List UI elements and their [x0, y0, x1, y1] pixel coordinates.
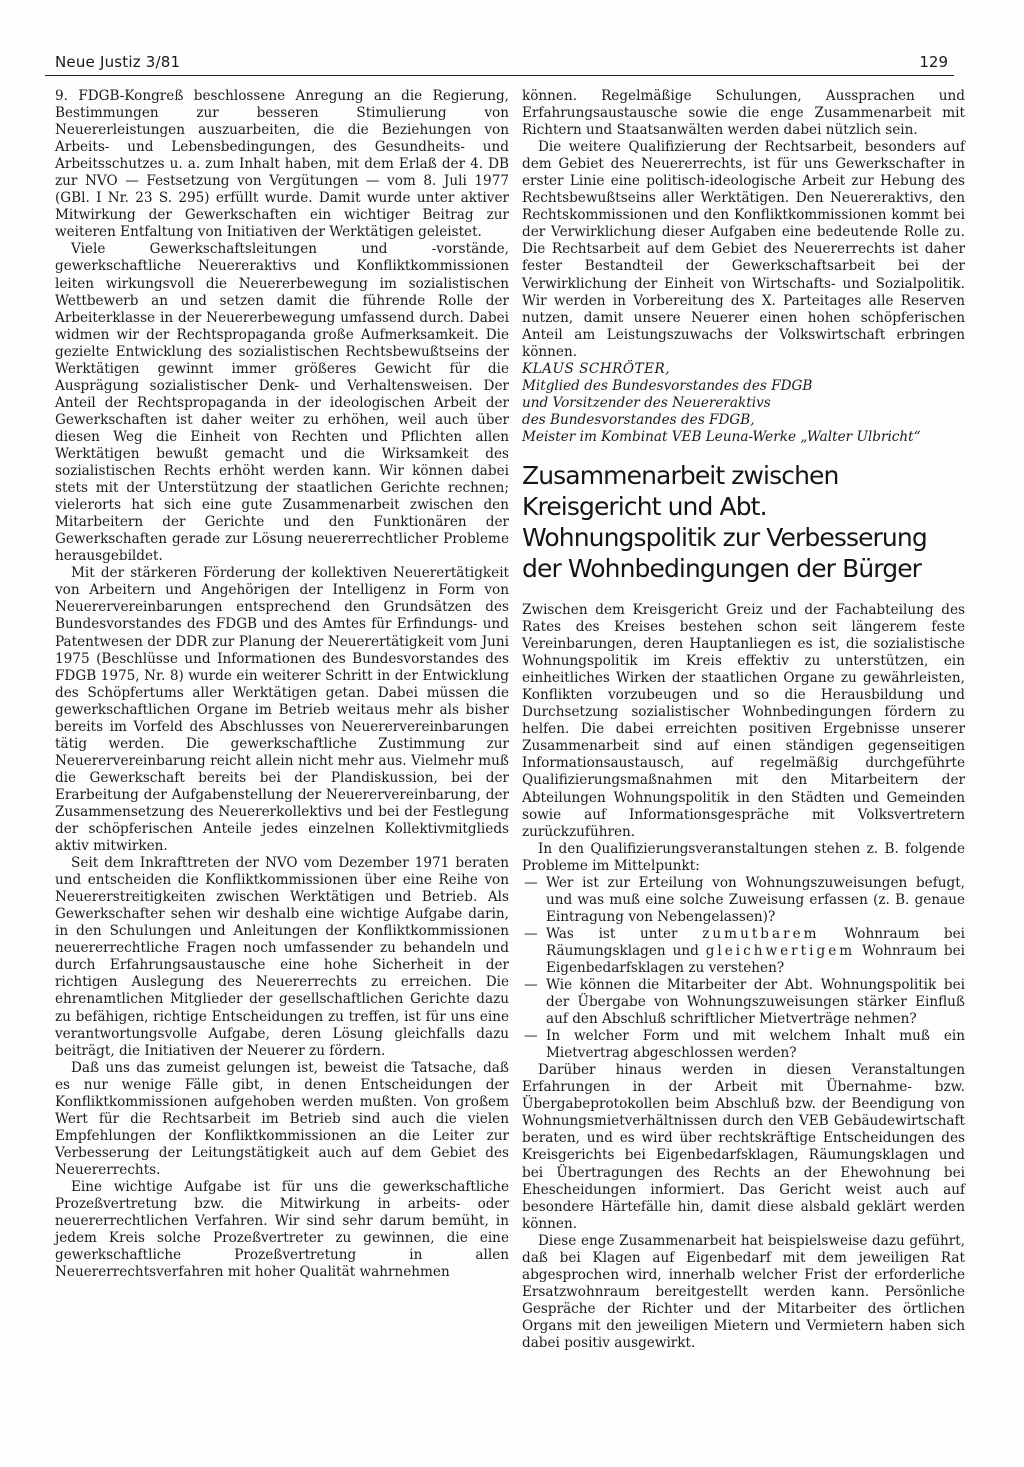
- dash-bullet: —: [524, 874, 538, 891]
- paragraph: Diese enge Zusammenarbeit hat beispielsweise dazu geführt, daß bei Klagen auf Eigenbedarf mit dem jeweiligen Rat abgesprochen wird, innerhalb welcher Frist der erforderliche Ersatzwohnraum bereitgestellt werden kann. Persönliche Gespräche der Richter und der Mitarbeiter des örtlichen Organs mit den jeweiligen Mietern und Vermietern haben sich dabei positiv ausgewirkt.: [522, 1232, 965, 1351]
- list-item: [522, 875, 965, 926]
- paragraph: können. Regelmäßige Schulungen, Aussprachen und Erfahrungsaustausche sowie die enge Zusammenarbeit mit Richtern und Staatsanwälten werden dabei nützlich sein.: [522, 88, 965, 139]
- list-item-text: Wie können die Mitarbeiter der Abt. Wohnungspolitik bei der Übergabe von Wohnungszuweisungen stärker Einfluß auf den Abschluß schriftlicher Mietverträge nehmen?: [546, 977, 965, 1028]
- author-role-line: des Bundesvorstandes des FDGB,: [522, 411, 755, 428]
- list-item-text: Wohnraum bei Räumungsklagen und: [546, 925, 966, 959]
- emphasized-word: zumutbarem: [702, 925, 820, 942]
- author-signature: [522, 361, 965, 446]
- paragraph: Die weitere Qualifizierung der Rechtsarbeit, besonders auf dem Gebiet des Neuererrechts, ist für uns Gewerkschafter in erster Linie eine politisch-ideologische Arbeit zur Hebung des Rechtsbewußtseins aller Werktätigen. Den Neuereraktivs, den Rechtskommissionen und den Konfliktkommissionen kommt bei der Verwirklichung dieser Aufgaben eine bedeutende Rolle zu. Die Rechtsarbeit auf dem Gebiet des Neuererrechts ist daher fester Bestandteil der Gewerkschaftsarbeit bei der Verwirklichung der Einheit von Wirtschafts- und Sozialpolitik. Wir werden in Vorbereitung des X. Parteitages alle Reserven nutzen, damit unsere Neuerer einen hohen schöpferischen Anteil am Leistungszuwachs der Volkswirtschaft erbringen können.: [522, 139, 965, 360]
- dash-bullet: —: [524, 1028, 538, 1045]
- paragraph: Eine wichtige Aufgabe ist für uns die gewerkschaftliche Prozeßvertretung bzw. die Mitwirkung in arbeits- oder neuererrechtlichen Verfahren. Wir sind sehr darum bemüht, in jedem Kreis solche Prozeßvertreter zu gewinnen, die eine gewerkschaftliche Prozeßvertretung in allen Neuererrechtsverfahren mit hoher Qualität wahrnehmen: [55, 1179, 509, 1281]
- article-headline: Zusammenarbeit zwischen Kreisgericht und Abt. Wohnungspolitik zur Verbesserung der Wohnbedingungen der Bürger: [522, 460, 927, 583]
- paragraph: 9. FDGB-Kongreß beschlossene Anregung an die Regierung, Bestimmungen zur besseren Stimulierung von Neuererleistungen auszuarbeiten, die die Beziehungen von Arbeits- und Lebensbedingungen, des Gesundheits- und Arbeitsschutzes u. a. zum Inhalt haben, mit dem Erlaß der 4. DB zur NVO — Festsetzung von Vergütungen — vom 8. Juli 1977 (GBl. I Nr. 23 S. 295) erfüllt wurde. Damit wurde unter aktiver Mitwirkung der Gewerkschaften ein wichtiger Beitrag zur weiteren Entfaltung von Initiativen der Werktätigen geleistet.: [55, 88, 509, 241]
- paragraph: Daß uns das zumeist gelungen ist, beweist die Tatsache, daß es nur wenige Fälle gibt, in denen Entscheidungen der Konfliktkommissionen aufgehoben werden mußten. Von großem Wert für die Rechtsarbeit im Betrieb sind auch die vielen Empfehlungen der Konfliktkommissionen an die Leiter zur Verbesserung der Leitungstätigkeit auch auf dem Gebiet des Neuererrechts.: [55, 1059, 509, 1178]
- dash-list: [522, 875, 965, 1063]
- page-header: [45, 53, 954, 76]
- paragraph: Mit der stärkeren Förderung der kollektiven Neuerertätigkeit von Arbeitern und Angehörigen der Intelligenz in Form von Neuerervereinbarungen entsprechend den Grundsätzen des Bundesvorstandes des FDGB und des Amtes für Erfindungs- und Patentwesen der DDR zur Planung der Neuerertätigkeit vom Juni 1975 (Beschlüsse und Informationen des Bundesvorstandes des FDGB 1975, Nr. 8) wurde ein weiterer Schritt in der Entwicklung des Schöpfertums aller Werktätigen getan. Dabei müssen die gewerkschaftlichen Organe im Betrieb weitaus mehr als bisher bereits im Vorfeld des Abschlusses von Neuerervereinbarungen tätig werden. Die gewerkschaftliche Zustimmung zur Neuerervereinbarung reicht allein nicht mehr aus. Vielmehr muß die Gewerkschaft bereits bei der Plandiskussion, bei der Erarbeitung der Aufgabenstellung der Neuerervereinbarung, der Zusammensetzung des Neuererkollektivs und bei der Festlegung der schöpferischen Anteile jedes einzelnen Kollektivmitglieds aktiv mitwirken.: [55, 565, 509, 855]
- paragraph: In den Qualifizierungsveranstaltungen stehen z. B. folgende Probleme im Mittelpunkt:: [522, 840, 965, 874]
- left-column: [55, 88, 509, 1281]
- page-number: 129: [919, 53, 948, 71]
- paragraph: Viele Gewerkschaftsleitungen und -vorstände, gewerkschaftliche Neuereraktivs und Konfliktkommissionen leiten wirkungsvoll die Neuererbewegung im sozialistischen Wettbewerb an und setzen damit die führende Rolle der Arbeiterklasse in der Neuererbewegung umfassend durch. Dabei widmen wir der Rechtspropaganda große Aufmerksamkeit. Die gezielte Entwicklung des sozialistischen Rechtsbewußtseins der Werktätigen gewinnt immer größeres Gewicht für die Ausprägung sozialistischer Denk- und Verhaltensweisen. Der Anteil der Rechtspropaganda in der ideologischen Arbeit der Gewerkschaften ist daher weiter zu erhöhen, weil auch über diesen Weg die Einheit von Rechten und Pflichten allen Werktätigen bewußt gemacht und die Wirksamkeit des sozialistischen Rechts erhöht werden kann. Wir können dabei stets mit der Unterstützung der staatlichen Gerichte rechnen; vielerorts hat sich eine gute Zusammenarbeit zwischen den Mitarbeitern der Gerichte und den Funktionären der Gewerkschaften gerade zur Lösung neuererrechtlicher Probleme herausgebildet.: [55, 241, 509, 565]
- author-role-line: Mitglied des Bundesvorstandes des FDGB: [522, 377, 813, 394]
- dash-bullet: —: [524, 977, 538, 994]
- list-item: [522, 977, 965, 1028]
- list-item-text: Wer ist zur Erteilung von Wohnungszuweisungen befugt, und was muß eine solche Zuweisung erfassen (z. B. genaue Eintragung von Nebengelassen)?: [546, 874, 965, 925]
- paragraph: Zwischen dem Kreisgericht Greiz und der Fachabteilung des Rates des Kreises bestehen schon seit längerem feste Vereinbarungen, deren Hauptanliegen es ist, die sozialistische Wohnungspolitik im Kreis effektiv zu unterstützen, ein einheitliches Wirken der staatlichen Organe zu gewährleisten, Konflikten vorzubeugen und so die Herausbildung und Durchsetzung sozialistischer Wohnbedingungen fördern zu helfen. Die dabei erreichten positiven Ergebnisse unserer Zusammenarbeit sind auf einen ständigen gegenseitigen Informationsaustausch, auf regelmäßig durchgeführte Qualifizierungsmaßnahmen mit den Mitarbeitern der Abteilungen Wohnungspolitik in den Städten und Gemeinden sowie auf Informationsgespräche mit Volksvertretern zurückzuführen.: [522, 601, 965, 840]
- list-item: [522, 1028, 965, 1062]
- author-role-line: Meister im Kombinat VEB Leuna-Werke „Walter Ulbricht“: [522, 428, 921, 445]
- right-column: [522, 88, 965, 1352]
- list-item-text: Was ist unter: [546, 925, 703, 942]
- list-item-text: In welcher Form und mit welchem Inhalt muß ein Mietvertrag abgeschlossen werden?: [546, 1028, 965, 1062]
- list-item: [522, 926, 965, 977]
- dash-bullet: —: [524, 925, 538, 942]
- emphasized-word: gleichwertigem: [705, 942, 856, 959]
- list-item-text: Wohnraum bei Eigenbedarfsklagen zu verstehen?: [546, 942, 966, 976]
- author-name: KLAUS SCHRÖTER,: [522, 360, 671, 377]
- paragraph: Seit dem Inkrafttreten der NVO vom Dezember 1971 beraten und entscheiden die Konfliktkommissionen über eine Reihe von Neuererstreitigkeiten zwischen Werktätigen und Betrieb. Als Gewerkschafter sehen wir deshalb eine wichtige Aufgabe darin, in den Schulungen und Anleitungen der Konfliktkommissionen neuererrechtliche Fragen noch umfassender zu behandeln und durch Erfahrungsaustausche eine hohe Sicherheit in der richtigen Auslegung des Neuererrechts zu erreichen. Die ehrenamtlichen Mitglieder der gesellschaftlichen Gerichte dazu zu befähigen, richtige Entscheidungen zu treffen, ist für uns eine verantwortungsvolle Aufgabe, deren Lösung gleichfalls dazu beiträgt, die Initiativen der Neuerer zu fördern.: [55, 855, 509, 1059]
- paragraph: Darüber hinaus werden in diesen Veranstaltungen Erfahrungen in der Arbeit mit Übernahme- bzw. Übergabeprotokollen beim Abschluß bzw. der Beendigung von Wohnungsmietverhältnissen durch den VEB Gebäudewirtschaft beraten, und es wird über rechtskräftige Entscheidungen des Kreisgerichts bei Eigenbedarfsklagen, Räumungsklagen und bei Übertragungen des Rechts an der Ehewohnung bei Ehescheidungen informiert. Das Gericht weist auch auf besondere Härtefälle hin, damit diese alsbald geklärt werden können.: [522, 1062, 965, 1232]
- journal-issue: Neue Justiz 3/81: [55, 53, 181, 71]
- author-role-line: und Vorsitzender des Neuereraktivs: [522, 394, 771, 411]
